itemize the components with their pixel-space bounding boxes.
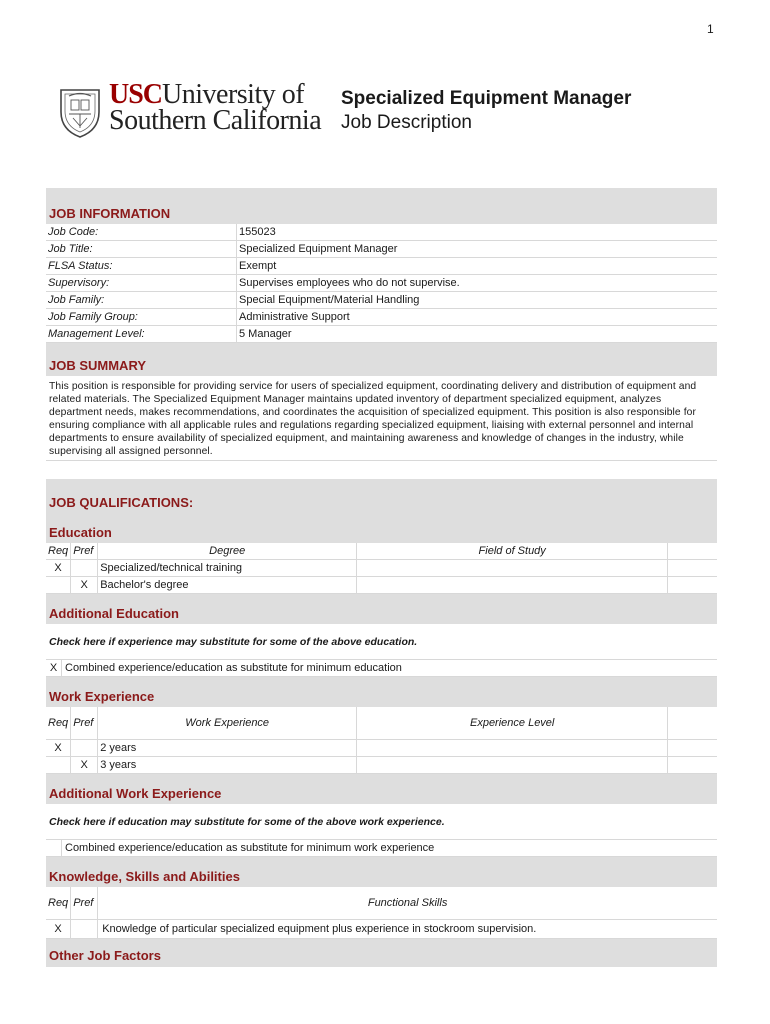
req-cell — [46, 577, 71, 594]
table-header-row — [46, 543, 717, 560]
ksa-table — [46, 887, 717, 939]
table-row — [46, 241, 717, 258]
table-row — [46, 258, 717, 275]
col-req: Req — [46, 887, 71, 920]
usc-seal-icon — [57, 84, 103, 138]
row-value: Special Equipment/Material Handling — [237, 292, 718, 309]
additional-work-experience-note: Check here if education may substitute for some of the above work experience. — [46, 804, 717, 840]
row-value: Exempt — [237, 258, 718, 275]
additional-work-experience-check-row — [46, 840, 717, 857]
col-pref: Pref — [71, 887, 98, 920]
col-field-of-study: Field of Study — [357, 543, 668, 560]
row-value: Specialized Equipment Manager — [237, 241, 718, 258]
spacer-cell — [668, 560, 717, 577]
job-description-body — [46, 188, 717, 967]
work-cell: 3 years — [98, 757, 357, 774]
additional-education-heading: Additional Education — [46, 594, 717, 624]
row-label: Supervisory: — [46, 275, 237, 292]
req-cell: X — [46, 560, 71, 577]
pref-cell — [71, 560, 98, 577]
col-req: Req — [46, 707, 71, 740]
pref-cell: X — [71, 757, 98, 774]
document-title: Specialized Equipment Manager — [341, 88, 632, 109]
spacer-cell — [668, 707, 717, 740]
document-header — [57, 79, 717, 142]
level-cell — [357, 757, 668, 774]
col-degree: Degree — [98, 543, 357, 560]
table-row — [46, 292, 717, 309]
substitute-education-text: Combined experience/education as substitute for minimum education — [65, 662, 402, 674]
spacer-cell — [668, 577, 717, 594]
job-summary-heading: JOB SUMMARY — [46, 343, 717, 376]
logo-line1: University of — [162, 79, 305, 110]
table-row — [46, 577, 717, 594]
col-experience-level: Experience Level — [357, 707, 668, 740]
work-experience-heading: Work Experience — [46, 677, 717, 707]
table-row — [46, 326, 717, 343]
table-row — [46, 740, 717, 757]
table-header-row — [46, 707, 717, 740]
pref-cell — [71, 920, 98, 939]
skill-cell: Knowledge of particular specialized equipment plus experience in stockroom supervision. — [98, 920, 717, 939]
row-label: Management Level: — [46, 326, 237, 343]
job-summary-text: This position is responsible for providing service for users of specialized equipment, coordinating delivery and distribution of equipment and related materials. The Specialized Equipment Manager maintains updated inventory of department specialized equipment, analyzes department needs, makes recommendations, and coordinates the acquisition of specialized equipment. This position is also responsible for ensuring compliance with all applicable rules and regulations regarding specialized equipment, liaising with external personnel and internal departments to ensure availability of specialized equipment, and maintaining awareness and knowledge of changes in the industry, while supervising all assigned personnel. — [46, 376, 717, 461]
row-value: 155023 — [237, 224, 718, 241]
job-qualifications-heading: JOB QUALIFICATIONS: — [46, 479, 717, 513]
table-row — [46, 920, 717, 939]
col-work-experience: Work Experience — [98, 707, 357, 740]
row-value: 5 Manager — [237, 326, 718, 343]
table-row — [46, 309, 717, 326]
col-pref: Pref — [71, 707, 98, 740]
table-row — [46, 275, 717, 292]
table-row — [46, 560, 717, 577]
additional-work-experience-heading: Additional Work Experience — [46, 774, 717, 804]
job-information-heading: JOB INFORMATION — [46, 188, 717, 224]
document-subtitle: Job Description — [341, 112, 472, 133]
req-cell: X — [46, 740, 71, 757]
row-value: Administrative Support — [237, 309, 718, 326]
pref-cell — [71, 740, 98, 757]
ksa-heading: Knowledge, Skills and Abilities — [46, 857, 717, 887]
row-label: FLSA Status: — [46, 258, 237, 275]
substitute-education-checkbox: X — [46, 660, 62, 676]
degree-cell: Specialized/technical training — [98, 560, 357, 577]
usc-logo — [109, 79, 322, 136]
spacer-cell — [668, 740, 717, 757]
row-label: Job Code: — [46, 224, 237, 241]
col-pref: Pref — [71, 543, 98, 560]
other-job-factors-heading: Other Job Factors — [46, 939, 717, 967]
req-cell: X — [46, 920, 71, 939]
logo-usc: USC — [109, 79, 163, 110]
additional-education-note: Check here if experience may substitute for some of the above education. — [46, 624, 717, 660]
col-req: Req — [46, 543, 71, 560]
table-row — [46, 757, 717, 774]
row-label: Job Title: — [46, 241, 237, 258]
work-cell: 2 years — [98, 740, 357, 757]
substitute-work-experience-text: Combined experience/education as substitute for minimum work experience — [65, 842, 435, 854]
spacer-cell — [668, 757, 717, 774]
field-cell — [357, 577, 668, 594]
table-header-row — [46, 887, 717, 920]
spacer-cell — [668, 543, 717, 560]
logo-line2: Southern California — [109, 105, 322, 136]
col-functional-skills: Functional Skills — [98, 887, 717, 920]
education-table — [46, 543, 717, 594]
row-label: Job Family Group: — [46, 309, 237, 326]
job-information-table — [46, 224, 717, 343]
additional-education-check-row — [46, 660, 717, 677]
work-experience-table — [46, 707, 717, 774]
field-cell — [357, 560, 668, 577]
substitute-work-experience-checkbox — [46, 840, 62, 856]
row-value: Supervises employees who do not supervise. — [237, 275, 718, 292]
row-label: Job Family: — [46, 292, 237, 309]
req-cell — [46, 757, 71, 774]
table-row — [46, 224, 717, 241]
degree-cell: Bachelor's degree — [98, 577, 357, 594]
education-heading: Education — [46, 513, 717, 543]
level-cell — [357, 740, 668, 757]
pref-cell: X — [71, 577, 98, 594]
page-number: 1 — [707, 22, 714, 36]
